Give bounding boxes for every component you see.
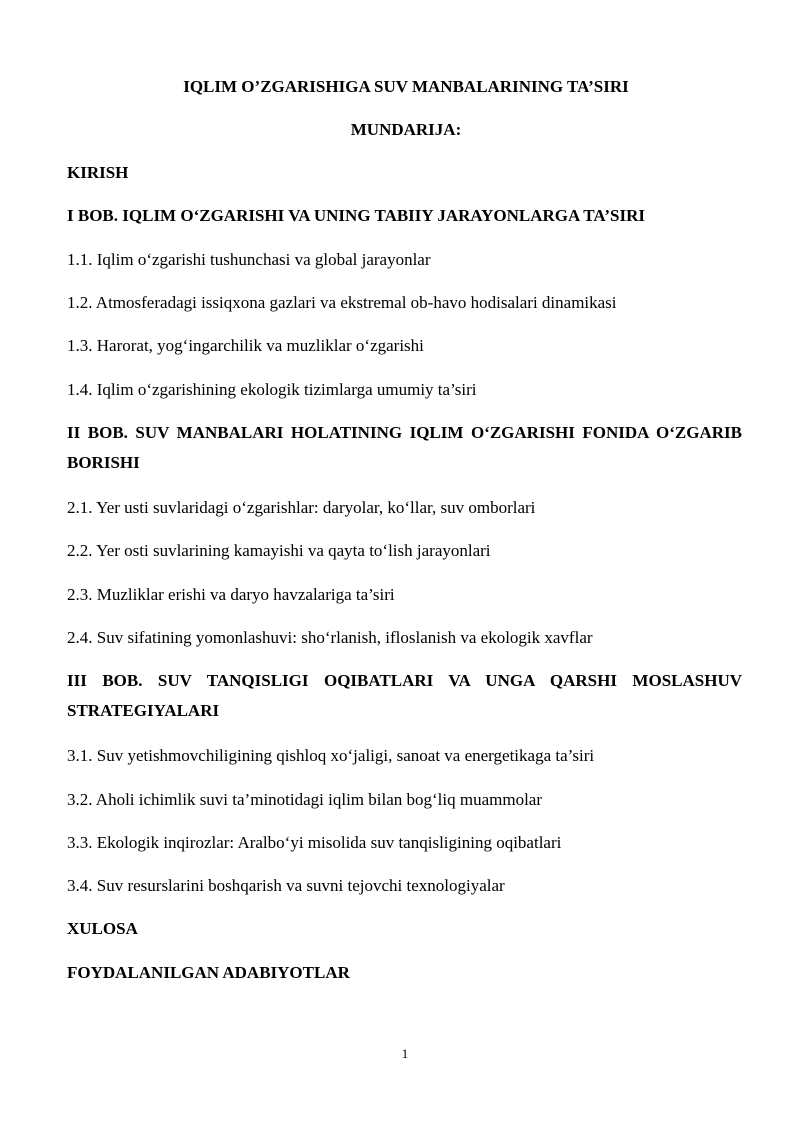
toc-section-2-1: 2.1. Yer usti suvlaridagi o‘zgarishlar: daryolar, ko‘llar, suv omborlari [67,498,536,517]
toc-section-3-3: 3.3. Ekologik inqirozlar: Aralbo‘yi misolida suv tanqisligining oqibatlari [67,833,562,852]
toc-section-3-4: 3.4. Suv resurslarini boshqarish va suvni tejovchi texnologiyalar [67,876,505,895]
toc-chapter-1: I BOB. IQLIM O‘ZGARISHI VA UNING TABIIY JARAYONLARGA TA’SIRI [67,206,645,225]
toc-section-1-3: 1.3. Harorat, yog‘ingarchilik va muzliklar o‘zgarishi [67,336,424,355]
toc-section-2-3: 2.3. Muzliklar erishi va daryo havzalariga ta’siri [67,585,395,604]
toc-section-1-4: 1.4. Iqlim o‘zgarishining ekologik tizimlarga umumiy ta’siri [67,380,477,399]
toc-chapter-3: III BOB. SUV TANQISLIGI OQIBATLARI VA UNGA QARSHI MOSLASHUV STRATEGIYALARI [67,671,742,720]
toc-section-2-4: 2.4. Suv sifatining yomonlashuvi: sho‘rlanish, ifloslanish va ekologik xavflar [67,628,593,647]
toc-section-3-2: 3.2. Aholi ichimlik suvi ta’minotidagi iqlim bilan bog‘liq muammolar [67,790,543,809]
toc-chapter-2: II BOB. SUV MANBALARI HOLATINING IQLIM O‘ZGARISHI FONIDA O‘ZGARIB BORISHI [67,423,742,472]
page-number: 1 [401,1046,409,1061]
toc-entry-references: FOYDALANILGAN ADABIYOTLAR [67,963,350,982]
toc-section-1-2: 1.2. Atmosferadagi issiqxona gazlari va ekstremal ob-havo hodisalari dinamikasi [67,293,617,312]
toc-entry-conclusion: XULOSA [67,919,138,938]
document-title: IQLIM O’ZGARISHIGA SUV MANBALARINING TA’SIRI [183,77,629,96]
toc-entry-introduction: KIRISH [67,163,129,182]
toc-section-2-2: 2.2. Yer osti suvlarining kamayishi va qayta to‘lish jarayonlari [67,541,491,560]
toc-section-3-1: 3.1. Suv yetishmovchiligining qishloq xo‘jaligi, sanoat va energetikaga ta’siri [67,746,595,765]
toc-heading: MUNDARIJA: [350,120,462,139]
toc-section-1-1: 1.1. Iqlim o‘zgarishi tushunchasi va global jarayonlar [67,250,431,269]
